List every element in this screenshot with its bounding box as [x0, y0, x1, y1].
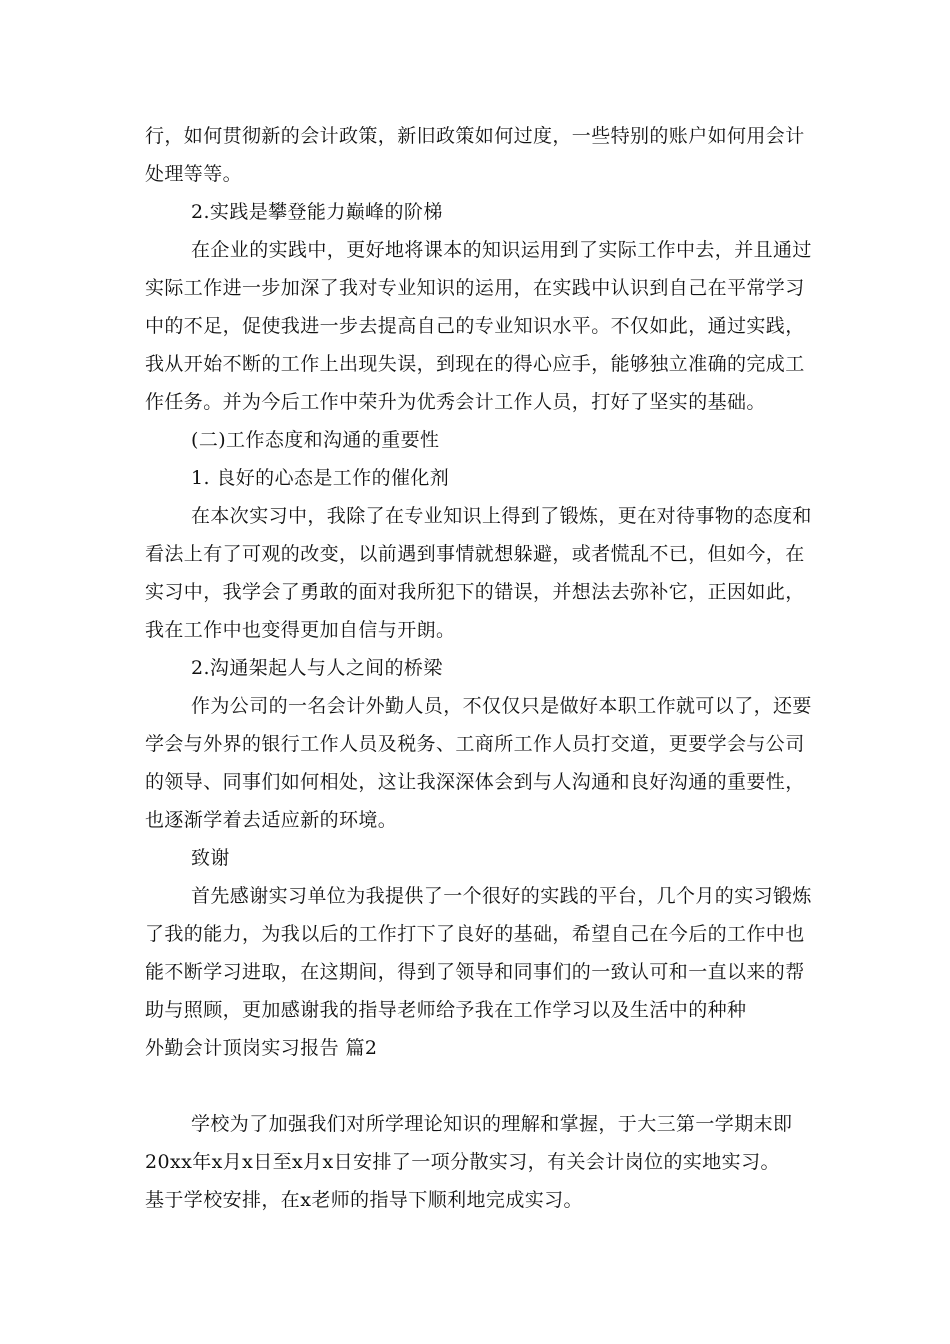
text-line: 首先感谢实习单位为我提供了一个很好的实践的平台，几个月的实习锻炼 [191, 885, 812, 907]
text-line: 了我的能力，为我以后的工作打下了良好的基础，希望自己在今后的工作中也 [145, 923, 805, 945]
text-line: 实际工作进一步加深了我对专业知识的运用，在实践中认识到自己在平常学习 [145, 277, 805, 299]
text-line: 助与照顾，更加感谢我的指导老师给予我在工作学习以及生活中的种种 [145, 999, 747, 1021]
section-heading: 2.沟通架起人与人之间的桥梁 [191, 657, 443, 679]
section-heading: 致谢 [191, 847, 230, 869]
text-line: 能不断学习进取，在这期间，得到了领导和同事们的一致认可和一直以来的帮 [145, 961, 805, 983]
section-heading: 2.实践是攀登能力巅峰的阶梯 [191, 201, 443, 223]
document-title: 外勤会计顶岗实习报告 篇2 [145, 1037, 378, 1059]
text-line: 学校为了加强我们对所学理论知识的理解和掌握，于大三第一学期末即 [191, 1113, 793, 1135]
text-line: 也逐渐学着去适应新的环境。 [145, 809, 398, 831]
section-heading: (二)工作态度和沟通的重要性 [191, 429, 440, 451]
text-line: 行，如何贯彻新的会计政策，新旧政策如何过度，一些特别的账户如何用会计 [145, 125, 805, 147]
text-line: 学会与外界的银行工作人员及税务、工商所工作人员打交道，更要学会与公司 [145, 733, 805, 755]
text-line: 中的不足，促使我进一步去提高自己的专业知识水平。不仅如此，通过实践， [145, 315, 805, 337]
text-line: 在本次实习中，我除了在专业知识上得到了锻炼，更在对待事物的态度和 [191, 505, 812, 527]
text-line: 的领导、同事们如何相处，这让我深深体会到与人沟通和良好沟通的重要性， [145, 771, 805, 793]
text-line: 在企业的实践中，更好地将课本的知识运用到了实际工作中去，并且通过 [191, 239, 812, 261]
text-line: 20xx年x月x日至x月x日安排了一项分散实习，有关会计岗位的实地实习。 [145, 1151, 780, 1173]
text-line: 看法上有了可观的改变，以前遇到事情就想躲避，或者慌乱不已，但如今，在 [145, 543, 805, 565]
text-line: 作为公司的一名会计外勤人员，不仅仅只是做好本职工作就可以了，还要 [191, 695, 812, 717]
section-heading: 1. 良好的心态是工作的催化剂 [191, 467, 450, 489]
text-line: 我在工作中也变得更加自信与开朗。 [145, 619, 456, 641]
text-line: 处理等等。 [145, 163, 243, 185]
text-line: 实习中，我学会了勇敢的面对我所犯下的错误，并想法去弥补它，正因如此， [145, 581, 805, 603]
text-line: 我从开始不断的工作上出现失误，到现在的得心应手，能够独立准确的完成工 [145, 353, 805, 375]
text-line: 基于学校安排，在x老师的指导下顺利地完成实习。 [145, 1189, 583, 1211]
text-line: 作任务。并为今后工作中荣升为优秀会计工作人员，打好了坚实的基础。 [145, 391, 766, 413]
